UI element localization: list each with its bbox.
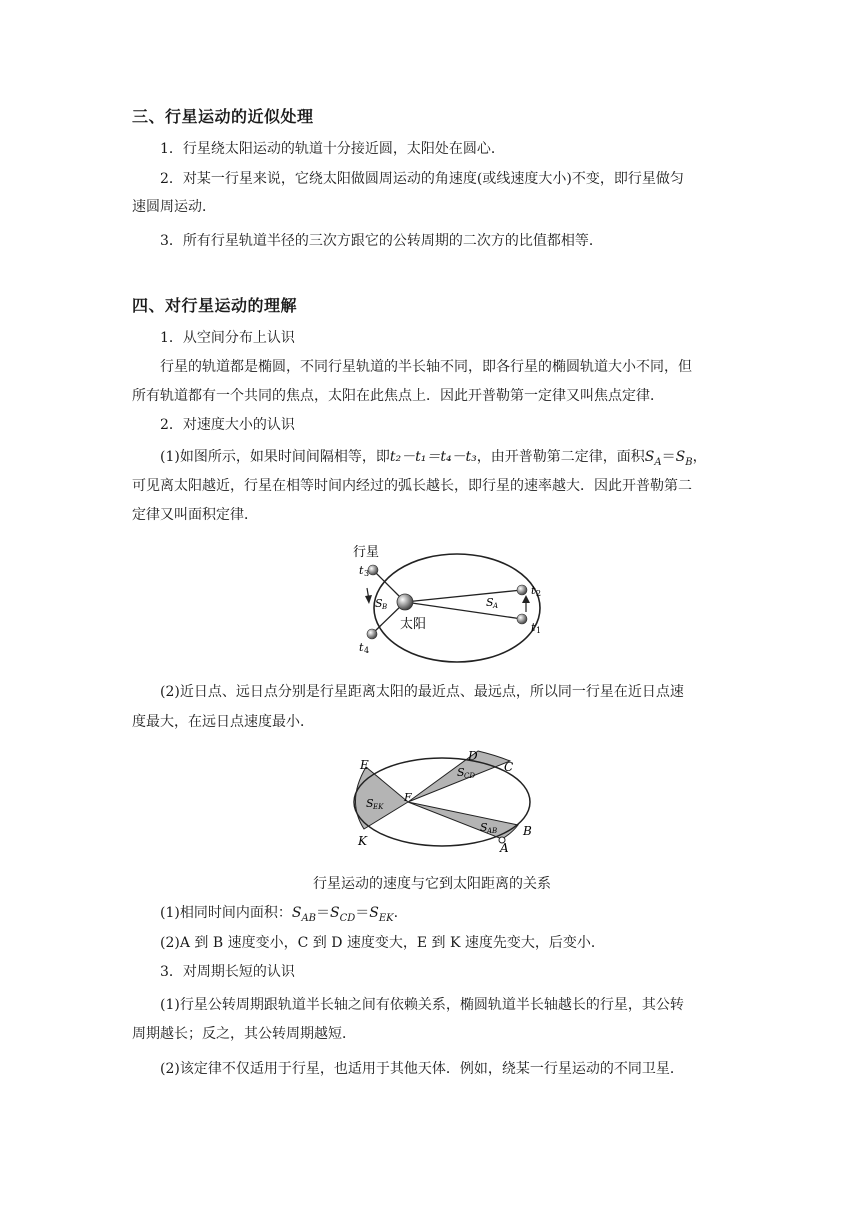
t1-sub: 1	[536, 626, 542, 635]
s2-p1-line-b: 可见离太阳越近，行星在相等时间内经过的弧长越长，即行星的速率越大．因此开普勒第二	[132, 478, 692, 494]
area-sb-symbol: S	[675, 449, 686, 465]
planet-t4	[367, 629, 377, 639]
sb-sub: B	[382, 603, 388, 611]
radius-line-t2	[405, 590, 522, 602]
label-k: K	[358, 834, 367, 848]
section4-heading: 四、对行星运动的理解	[132, 296, 298, 315]
s2-title: 2．对速度大小的认识	[160, 417, 295, 433]
label-c: C	[504, 760, 514, 774]
sun-label: 太阳	[400, 617, 427, 632]
area-s1-sub: AB	[301, 912, 317, 924]
area-sa-sub: A	[654, 456, 662, 468]
label-d: D	[468, 749, 478, 763]
s2-p1-line-c: 定律又叫面积定律．	[132, 507, 258, 523]
t3-label: t	[359, 564, 364, 577]
t2-sub: 2	[536, 589, 542, 598]
area-ab-sector	[408, 802, 518, 839]
area-s3-sub: EK	[378, 912, 394, 924]
planet-label: 行星	[353, 545, 380, 560]
section3-p1: 1．行星绕太阳运动的轨道十分接近圆，太阳处在圆心．	[160, 141, 505, 157]
sa-label: S	[486, 596, 494, 609]
label-f: F	[404, 791, 412, 804]
area-sb-sub: B	[685, 456, 693, 468]
t3-sub: 3	[364, 569, 370, 578]
arrow-right-head	[522, 595, 530, 603]
time-equation: t₂－t₁＝t₄－t₃	[389, 449, 477, 465]
figure2-caption: 行星运动的速度与它到太阳距离的关系	[313, 876, 551, 892]
scd-label: S	[457, 766, 465, 779]
s1-line-b: 所有轨道都有一个共同的焦点，太阳在此焦点上．因此开普勒第一定律又叫焦点定律．	[132, 388, 664, 404]
section3-p3: 3．所有行星轨道半径的三次方跟它的公转周期的二次方的比值都相等．	[160, 233, 603, 249]
planet-t2	[517, 585, 527, 595]
section3-p2b: 速圆周运动．	[132, 199, 216, 215]
areas-pre: (1)相同时间内面积：	[160, 905, 292, 921]
label-e: E	[360, 758, 369, 772]
t4-label: t	[359, 641, 364, 654]
sb-label: S	[375, 597, 383, 610]
scd-sub: CD	[464, 772, 475, 780]
area-s2: S	[330, 905, 340, 921]
area-ek-sector	[355, 767, 408, 829]
area-sa-symbol: S	[644, 449, 655, 465]
t4-sub: 4	[364, 646, 370, 655]
planet-t3	[368, 565, 378, 575]
s2-p1-mid: ，由开普勒第二定律，面积	[476, 449, 645, 465]
section3-p2a: 2．对某一行星来说，它绕太阳做圆周运动的角速度(或线速度大小)不变，即行星做匀	[160, 171, 684, 187]
s1-title: 1．从空间分布上认识	[160, 330, 295, 346]
s2-p1-line-a: (1)如图所示，如果时间间隔相等，即t₂－t₁＝t₄－t₃，由开普勒第二定律，面积$S_A=S_B$，	[160, 449, 707, 468]
label-b: B	[523, 824, 532, 838]
s2-p1-end: ，	[692, 449, 707, 465]
orbit-speed-figure	[350, 745, 540, 857]
speed-change-line: (2)A 到 B 速度变小，C 到 D 速度变大，E 到 K 速度先变大，后变小．	[160, 935, 605, 951]
s2-p2-line-a: (2)近日点、远日点分别是行星距离太阳的最近点、最远点，所以同一行星在近日点速	[160, 684, 684, 700]
s2-p1-pre: (1)如图所示，如果时间间隔相等，即	[160, 449, 390, 465]
area-s3: S	[369, 905, 379, 921]
label-a: A	[500, 841, 509, 855]
s3-p1-line-a: (1)行星公转周期跟轨道半长轴之间有依赖关系，椭圆轨道半长轴越长的行星，其公转	[160, 997, 684, 1013]
areas-equation-line: (1)相同时间内面积：$S_{AB}=S_{CD}=S_{EK}$.	[160, 905, 399, 924]
s3-title: 3．对周期长短的认识	[160, 964, 295, 980]
area-s1: S	[291, 905, 302, 921]
sab-sub: AB	[487, 827, 498, 835]
s3-p2: (2)该定律不仅适用于行星，也适用于其他天体．例如，绕某一行星运动的不同卫星．	[160, 1061, 684, 1077]
s3-p1-line-b: 周期越长；反之，其公转周期越短．	[132, 1026, 356, 1042]
s1-line-a: 行星的轨道都是椭圆，不同行星轨道的半长轴不同，即各行星的椭圆轨道大小不同，但	[160, 359, 692, 375]
sun-ball	[397, 594, 413, 610]
arrow-left-head	[365, 595, 372, 604]
sek-label: S	[366, 797, 374, 810]
sek-sub: EK	[373, 803, 384, 811]
section3-heading: 三、行星运动的近似处理	[132, 107, 314, 126]
planet-t1	[517, 614, 527, 624]
s2-p2-line-b: 度最大，在远日点速度最小．	[132, 714, 314, 730]
kepler-second-law-figure	[345, 540, 555, 666]
sa-sub: A	[493, 602, 499, 610]
t1-label: t	[531, 621, 536, 634]
sab-label: S	[480, 821, 488, 834]
t2-label: t	[531, 584, 536, 597]
area-s2-sub: CD	[339, 912, 356, 924]
